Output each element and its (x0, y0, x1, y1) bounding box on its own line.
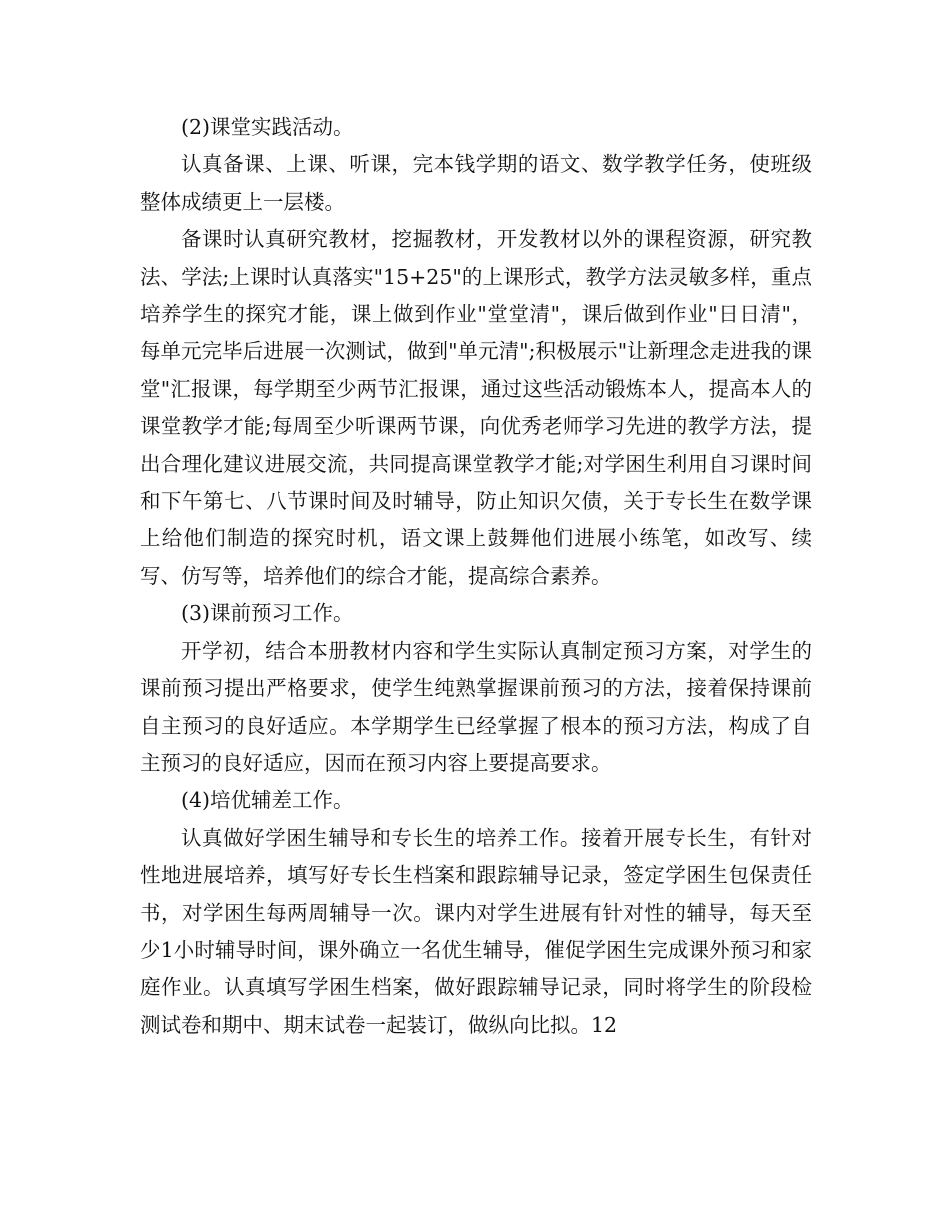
document-body (140, 109, 812, 1044)
paragraph-preview-plan: 开学初，结合本册教材内容和学生实际认真制定预习方案，对学生的课前预习提出严格要求，使学生纯熟掌握课前预习的方法，接着保持课前自主预习的良好适应。本学期学生已经掌握了根本的预习方法，构成了自主预习的良好适应，因而在预习内容上要提高要求。 (140, 638, 812, 775)
heading-preview-work: (3)课前预习工作。 (181, 601, 354, 626)
paragraph-tutoring-details: 认真做好学困生辅导和专长生的培养工作。接着开展专长生，有针对性地进展培养，填写好专长生档案和跟踪辅导记录，签定学困生包保责任书，对学困生每两周辅导一次。课内对学生进展有针对性的辅导，每天至少1小时辅导时间，课外确立一名优生辅导，催促学困生完成课外预习和家庭作业。认真填写学困生档案，做好跟踪辅导记录，同时将学生的阶段检测试卷和期中、期末试卷一起装订，做纵向比拟。12 (140, 825, 812, 1037)
heading-classroom-practice: (2)课堂实践活动。 (181, 115, 354, 139)
paragraph-lesson-preparation: 备课时认真研究教材，挖掘教材，开发教材以外的课程资源，研究教法、学法;上课时认真落实"15+25"的上课形式，教学方法灵敏多样，重点培养学生的探究才能，课上做到作业"堂堂清"，课后做到作业"日日清"，每单元完毕后进展一次测试，做到"单元清";积极展示"让新理念走进我的课堂"汇报课，每学期至少两节汇报课，通过这些活动锻炼本人，提高本人的课堂教学才能;每周至少听课两节课，向优秀老师学习先进的教学方法，提出合理化建议进展交流，共同提高课堂教学才能;对学困生利用自习课时间和下午第七、八节课时间及时辅导，防止知识欠债，关于专长生在数学课上给他们制造的探究时机，语文课上鼓舞他们进展小练笔，如改写、续写、仿写等，培养他们的综合才能，提高综合素养。 (140, 227, 812, 588)
heading-tutoring-work: (4)培优辅差工作。 (181, 788, 354, 813)
paragraph-teaching-tasks: 认真备课、上课、听课，完本钱学期的语文、数学教学任务，使班级整体成绩更上一层楼。 (140, 152, 812, 214)
